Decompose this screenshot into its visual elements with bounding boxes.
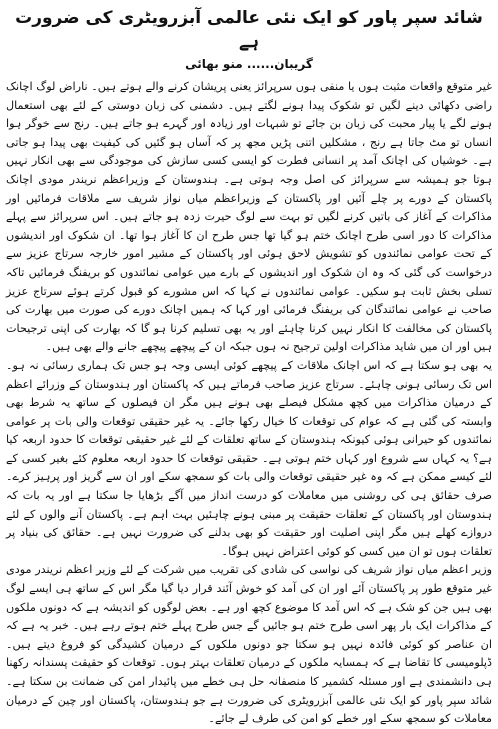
paragraph: غیر متوقع واقعات مثبت ہوں یا منفی ہوں سرپرائز یعنی پریشان کرنے والے ہوتے ہیں۔ ناراض لوگ اچانک راضی دکھائی دینے لگیں تو شکوک پیدا ہونے لگتے ہیں۔ دشمنی کی زبان دوستی کے لئے بھی استعمال ہونے لگے یا پیار محبت کی زبان بن جائے تو شبہات اور زیادہ اور گہرے ہو جاتے ہیں۔ رنج سے خوگر ہوا انساں تو مٹ جاتا ہے رنج ، مشکلیں اتنی پڑیں مجھ پر کہ آساں ہو گئیں کی کیفیت بھی پیدا ہو جاتی ہے۔ خوشیاں کی اچانک آمد پر انسانی فطرت کو ایسی کسی سازش کی موجودگی سے بھی انکار نہیں ہوتا جو ہمیشہ سے سرپرائز کی اصل وجہ ہوتی ہے۔ ہندوستان کے وزیراعظم نریندر مودی اچانک پاکستان کے دورے پر چلے آئیں اور پاکستان کے وزیراعظم میاں نواز شریف سے ملاقات فرمائیں اور مذاکرات کے آغاز کی باتیں کرنے لگیں تو بہت سے لوگ حیرت زدہ ہو جاتے ہیں۔ اس سرپرائز سے پہلے مذاکرات کا دور اسی طرح اچانک ختم ہو گیا تھا جس طرح ان کا آغاز ہوا تھا۔ ان شکوک اور اندیشوں کے تحت عوامی نمائندوں کو تشویش لاحق ہوئی اور پاکستان کے مشیر امور خارجہ سرتاج عزیز سے درخواست کی گئی کہ وہ ان شکوک اور اندیشوں کے بارے میں عوامی نمائندوں کو بریفنگ فرمائیں تاکہ تسلی بخش ثابت ہو سکیں۔ عوامی نمائندوں نے کہا کہ اس مشورے کو قبول کرتے ہوئے سرتاج عزیز صاحب نے عوامی نمائندگان کی بریفنگ فرمائی اور کہا کہ ہمیں اچانک دورے کی صورت میں بھارت کی پاکستان کی مخالفت کا انکار نہیں کرنا چاہئے اور یہ بھی تسلیم کرنا ہو گا کہ بھارت کی اپنی ترجیحات ہیں اور ان میں شاید مذاکرات اولین ترجیح نہ ہوں جبکہ ان کے پیچھے پیچھے جانے والے بھی ہیں۔ bbox=[6, 80, 492, 354]
paragraph: وزیر اعظم میاں نواز شریف کی نواسی کی شادی کی تقریب میں شرکت کے لئے وزیر اعظم نریندر مودی غیر متوقع طور پر پاکستان آئے اور ان کی آمد کو خوش آئند قرار دیا گیا مگر اس کے ساتھ ہی ایسے لوگ بھی ہیں جن کو شک ہے کہ اس آمد کا موضوع کچھ اور ہے۔ بعض لوگوں کو اندیشہ ہے کہ دونوں ملکوں کے مذاکرات ایک بار پھر اسی طرح ختم ہو جائیں گے جس طرح پہلے ختم ہوتے رہے ہیں۔ خبر یہ ہے کہ ان عناصر کو کوئی فائدہ نہیں ہو سکتا جو دونوں ملکوں کے درمیان کشیدگی کو فروغ دیتے ہیں۔ ڈپلومیسی کا تقاضا ہے کہ ہمسایہ ملکوں کے درمیان تعلقات بہتر ہوں۔ توقعات کو حقیقت پسندانہ رکھنا ہی دانشمندی ہے اور مسئلہ کشمیر کا منصفانہ حل ہی خطے میں پائیدار امن کی ضمانت بن سکتا ہے۔ شائد سپر پاور کو ایک نئی عالمی آبزرویٹری کی ضرورت ہے جو ہندوستان، پاکستان اور چین کے درمیان معاملات کو سمجھ سکے اور خطے کو امن کی طرف لے جائے۔ bbox=[6, 563, 492, 726]
byline: گریبان...... منو بھائی bbox=[185, 57, 313, 71]
paragraph: یہ بھی ہو سکتا ہے کہ اس اچانک ملاقات کے پیچھے کوئی ایسی وجہ ہو جس تک ہماری رسائی نہ ہو۔ اس تک رسائی ہونی چاہئے۔ سرتاج عزیز صاحب فرماتے ہیں کہ پاکستان اور ہندوستان کے وزرائے اعظم کے درمیان مذاکرات میں کچھ مشکل فیصلے بھی ہونے ہیں مگر ان فیصلوں کے ساتھ یہ شرط بھی وابستہ کی گئی ہے کہ عوام کی توقعات کا خیال رکھا جائے۔ یہ غیر حقیقی توقعات والی بات پر عوامی نمائندوں کو حیرانی ہوئی کیونکہ ہندوستان کے ساتھ تعلقات کے لئے غیر حقیقی توقعات کا حدود اربعہ کیا ہے؟ یہ کہاں سے شروع اور کہاں ختم ہوتی ہے۔ حقیقی توقعات کا حدود اربعہ معلوم کئے بغیر کسی کے لئے کیسے ممکن ہے کہ وہ غیر حقیقی توقعات والی بات کو سمجھ سکے اور ان سے گریز اور پرہیز کرے۔ صرف حقائق ہی کی روشنی میں معاملات کو درست انداز میں آگے بڑھایا جا سکتا ہے اور یہ بات کہ ہندوستان اور پاکستان کے تعلقات حقیقت پر مبنی ہونے چاہئیں بہت اہم ہے۔ پاکستان آنے والوں کے لئے دروازے کھلے ہیں مگر اپنی اصلیت اور حقیقت کو بھی بدلنے کی ضرورت نہیں ہے۔ حقائق کی بنیاد پر تعلقات ہوں تو ان میں کسی کو کوئی اعتراض نہیں ہوگا۔ bbox=[6, 358, 492, 558]
headline: شائد سپر پاور کو ایک نئی عالمی آبزرویٹری کی ضرورت ہے bbox=[15, 8, 483, 52]
article-body bbox=[6, 78, 492, 729]
